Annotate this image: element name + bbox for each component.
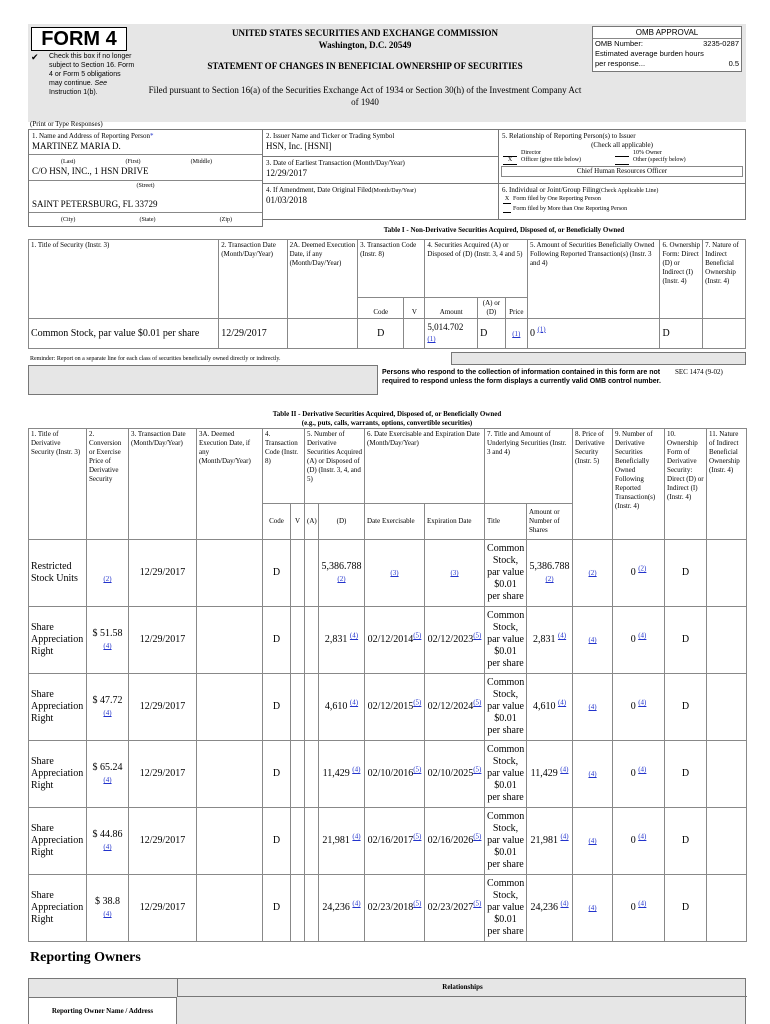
t2-row-v [291,808,305,875]
fn-link[interactable]: (5) [473,698,482,707]
t2-row-underlying-amount: 21,981 $^{(4)}$ [527,808,573,875]
t2-row-date: 12/29/2017 [129,875,197,942]
t2-col-owned: 9. Number of Derivative Securities Beneficially Owned Following Reported Transaction(s) (Instr. 4) [613,429,665,540]
fn-link[interactable]: (2) [337,575,346,583]
t2-row-a [305,875,319,942]
t2-row-date: 12/29/2017 [129,808,197,875]
fn-link[interactable]: (3) [390,569,399,577]
t1-col-code: 3. Transaction Code (Instr. 8) [358,240,425,298]
t2-row-v [291,674,305,741]
table1-title: Table I - Non-Derivative Securities Acquired, Disposed of, or Beneficially Owned [383,226,625,234]
filing-label: 6. Individual or Joint/Group Filing(Check Applicable Line) [502,186,659,194]
t2-row-title: Share Appreciation Right [29,607,87,674]
fn-link[interactable]: (4) [588,636,597,644]
t2-sub-expiration: Expiration Date [425,504,485,540]
t2-col-title: 1. Title of Derivative Security (Instr. 3) [29,429,87,540]
owner-name-cell [29,997,177,1024]
t2-col-nature: 11. Nature of Indirect Beneficial Ownership (Instr. 4) [707,429,747,540]
t1-row-aord: D [478,319,506,349]
t2-row-d: 24,236 $^{(4)}$ [319,875,365,942]
fn-link[interactable]: (4) [588,703,597,711]
t2-row-price [573,808,613,875]
t2-row-underlying-amount: 2,831 $^{(4)}$ [527,607,573,674]
t2-row-price [573,674,613,741]
t2-row-underlying-title: Common Stock, par value $0.01 per share [485,808,527,875]
fn-link[interactable]: (5) [473,631,482,640]
print-note: (Print or Type Responses) [30,120,103,128]
fn-link[interactable]: (4) [557,698,567,707]
t2-row-a [305,607,319,674]
t2-row-a [305,540,319,607]
t2-row-deemed [197,808,263,875]
fn-link[interactable]: (5) [413,698,422,707]
t2-col-deemed: 3A. Deemed Execution Date, if any (Month/Day/Year) [197,429,263,540]
t2-row-owned: 0 $^{(4)}$ [613,875,665,942]
t1-sub-aord: (A) or (D) [478,298,506,319]
t2-sub-code: Code [263,504,291,540]
t2-col-code: 4. Transaction Code (Instr. 8) [263,429,305,504]
t2-row-code: D [263,808,291,875]
t1-row-deemed [287,319,358,349]
t2-sub-title: Title [485,504,527,540]
t1-sub-v: V [404,298,425,319]
fn-link[interactable]: (4) [349,698,359,707]
filing-option-many[interactable]: Form filed by More than One Reporting Person [499,205,745,214]
fn-link[interactable]: (5) [473,765,482,774]
t2-row-title: Share Appreciation Right [29,875,87,942]
t1-row-v [404,319,425,349]
issuer-value: HSN, Inc. [HSNI] [266,141,332,151]
t2-row-underlying-amount: 24,236 $^{(4)}$ [527,875,573,942]
t2-row-deemed [197,741,263,808]
fn-link[interactable]: (4) [560,832,569,841]
t1-col-deemed: 2A. Deemed Execution Date, if any (Month/Day/Year) [287,240,358,319]
no-longer-subject-checkbox[interactable]: ✔ [31,52,39,62]
t1-row-amount: 5,014.702 (1) [425,319,478,349]
t2-row-conversion [87,540,129,607]
t2-row-underlying-amount: 4,610 $^{(4)}$ [527,674,573,741]
issuer-box [262,129,499,157]
other-checkbox[interactable] [615,157,629,165]
t1-sub-code: Code [358,298,404,319]
director-checkbox[interactable] [503,150,517,157]
t1-col-amount-owned: 5. Amount of Securities Beneficially Owned Following Reported Transaction(s) (Instr. 3 and 4) [527,240,660,319]
t2-row-conversion: $ 44.86 (4) [87,808,129,875]
fn-link[interactable]: (4) [103,843,112,851]
t2-row-nature [707,875,747,942]
t2-row-price [573,607,613,674]
t2-row-d: 21,981 $^{(4)}$ [319,808,365,875]
t2-col-underlying: 7. Title and Amount of Underlying Securities (Instr. 3 and 4) [485,429,573,504]
officer-checkbox[interactable]: X [503,157,517,165]
t1-row-price [505,319,527,349]
t2-row-title: Share Appreciation Right [29,741,87,808]
t2-row-owned: 0 $^{(4)}$ [613,607,665,674]
t1-sub-price: Price [505,298,527,319]
t2-row-form: D [665,741,707,808]
street-label: (Street) [29,180,262,190]
t2-row-underlying-title: Common Stock, par value $0.01 per share [485,540,527,607]
city-labels: (City) (State) (Zip) [29,212,262,224]
earliest-transaction-label: 3. Date of Earliest Transaction (Month/Day/Year) [266,159,405,167]
t2-row-d: 2,831 $^{(4)}$ [319,607,365,674]
table2 [28,428,747,942]
fn-link[interactable]: (1) [537,325,546,334]
t1-row-owned: 0 $^{(1)}$ [527,319,660,349]
t2-row-conversion: $ 51.58 (4) [87,607,129,674]
t2-row-v [291,741,305,808]
t2-row-title: Share Appreciation Right [29,808,87,875]
t2-row-code: D [263,540,291,607]
t2-row-date: 12/29/2017 [129,540,197,607]
fn-link[interactable]: (4) [352,765,361,774]
name-labels: (Last) (First) (Middle) [29,154,262,166]
fn-link[interactable]: (4) [349,631,359,640]
statement-title: STATEMENT OF CHANGES IN BENEFICIAL OWNERSHIP OF SECURITIES [207,61,523,71]
fn-link[interactable]: (4) [560,765,569,774]
t2-col-price: 8. Price of Derivative Security (Instr. 5) [573,429,613,540]
t2-sub-a: (A) [305,504,319,540]
relationships-header: Relationships [177,979,747,997]
officer-title: Chief Human Resources Officer [501,166,743,177]
t2-row-date: 12/29/2017 [129,741,197,808]
t2-row-code: D [263,741,291,808]
t2-row-date: 12/29/2017 [129,674,197,741]
t2-row-exercisable: 02/16/2017$^{(5)}$ [365,808,425,875]
t2-col-number: 5. Number of Derivative Securities Acquired (A) or Disposed of (D) (Instr. 3, 4, and 5) [305,429,365,504]
fn-link[interactable]: (4) [352,832,361,841]
fn-link[interactable]: (5) [473,832,482,841]
t2-row-form: D [665,875,707,942]
fn-link[interactable]: (4) [103,910,112,918]
t2-row-v [291,875,305,942]
t2-row-expiration: 02/12/2024$^{(5)}$ [425,674,485,741]
fn-link[interactable]: (5) [413,899,422,908]
t1-row-nature [703,319,746,349]
issuer-label: 2. Issuer Name and Ticker or Trading Symbol [266,132,395,140]
t1-sub-amount: Amount [425,298,478,319]
t2-row-form: D [665,674,707,741]
checkbox-text: Check this box if no longer subject to Section 16. Form 4 or Form 5 obligations may continue. See Instruction 1(b). [49,53,135,96]
t2-row-deemed [197,607,263,674]
fn-link[interactable]: (4) [588,837,597,845]
t1-col-ownership: 6. Ownership Form: Direct (D) or Indirect (I) (Instr. 4) [660,240,703,319]
t2-row-underlying-title: Common Stock, par value $0.01 per share [485,607,527,674]
t2-row-code: D [263,607,291,674]
omb-approval-box [592,26,742,72]
t2-row-title: Restricted Stock Units [29,540,87,607]
fn-link[interactable]: (2) [588,569,597,577]
t2-row-a [305,741,319,808]
omb-burden: Estimated average burden hours per response... 0.5 [595,49,739,68]
filing-option-one[interactable]: X Form filed by One Reporting Person [504,196,601,202]
t2-row-a [305,808,319,875]
relationship-sub: (Check all applicable) [591,141,653,149]
t2-row-nature [707,741,747,808]
amendment-value: 01/03/2018 [266,195,308,205]
reporting-owners-table [28,978,746,1024]
fn-link[interactable]: (2) [638,564,647,573]
t1-row-title: Common Stock, par value $0.01 per share [29,319,219,349]
fn-link[interactable]: (4) [103,776,112,784]
t2-row-d: 4,610 $^{(4)}$ [319,674,365,741]
table1 [28,239,746,349]
t2-row-expiration: 02/12/2023$^{(5)}$ [425,607,485,674]
t2-row-price [573,741,613,808]
fn-link[interactable]: (2) [545,575,554,583]
t2-row-d: 11,429 $^{(4)}$ [319,741,365,808]
t1-row-form: D [660,319,703,349]
omb-title: OMB APPROVAL [593,27,741,39]
fn-link[interactable]: (3) [450,569,459,577]
t2-row-deemed [197,875,263,942]
fn-link[interactable]: (4) [638,899,647,908]
filed-pursuant: Filed pursuant to Section 16(a) of the Securities Exchange Act of 1934 or Section 30(h) of the Investment Company Act of 1940 [148,85,582,107]
reporting-person-box [28,129,263,227]
address-line1: C/O HSN, INC., 1 HSN DRIVE [32,166,149,176]
t2-col-form: 10. Ownership Form of Derivative Security: Direct (D) or Indirect (I) (Instr. 4) [665,429,707,540]
fn-link[interactable]: (4) [638,631,647,640]
fn-link[interactable]: (4) [103,642,112,650]
sec-code: SEC 1474 (9-02) [675,368,723,376]
t2-row-underlying-title: Common Stock, par value $0.01 per share [485,674,527,741]
t2-row-expiration: 02/23/2027$^{(5)}$ [425,875,485,942]
t2-row-form: D [665,808,707,875]
fn-link[interactable]: (4) [588,770,597,778]
fn-link[interactable]: (4) [638,832,647,841]
address-line2: SAINT PETERSBURG, FL 33729 [32,199,158,209]
fn-link[interactable]: (4) [560,899,569,908]
t2-row-deemed [197,540,263,607]
t2-sub-d: (D) [319,504,365,540]
table2-row [29,808,747,875]
t2-row-a [305,674,319,741]
t2-row-deemed [197,674,263,741]
form-title: FORM 4 [31,27,127,51]
t1-row-date: 12/29/2017 [219,319,287,349]
t2-row-expiration: 02/16/2026$^{(5)}$ [425,808,485,875]
t2-row-exercisable [365,540,425,607]
relationship-row1: Director 10% Owner [499,150,745,157]
t2-row-conversion: $ 38.8 (4) [87,875,129,942]
t2-row-nature [707,540,747,607]
t2-row-expiration: 02/10/2025$^{(5)}$ [425,741,485,808]
t2-row-exercisable: 02/23/2018$^{(5)}$ [365,875,425,942]
earliest-transaction-value: 12/29/2017 [266,168,308,178]
t2-row-owned: 0 $^{(4)}$ [613,741,665,808]
t2-row-exercisable: 02/10/2016$^{(5)}$ [365,741,425,808]
persons-note: Persons who respond to the collection of information contained in this form are not required to respond unless the form displays a currently valid OMB control number. [382,369,661,385]
fn-link[interactable]: (1) [512,330,521,338]
filing-box [498,183,746,220]
t2-row-nature [707,607,747,674]
t1-col-acquired: 4. Securities Acquired (A) or Disposed of (D) (Instr. 3, 4 and 5) [425,240,528,298]
amendment-label: 4. If Amendment, Date Original Filed(Month/Day/Year) [266,186,416,194]
t2-row-exercisable: 02/12/2015$^{(5)}$ [365,674,425,741]
t2-row-underlying-amount: 5,386.788 (2) [527,540,573,607]
t1-col-date: 2. Transaction Date (Month/Day/Year) [219,240,287,319]
fn-link[interactable]: (1) [427,335,436,343]
t2-sub-amount-shares: Amount or Number of Shares [527,504,573,540]
t2-row-title: Share Appreciation Right [29,674,87,741]
t2-row-owned: 0 $^{(4)}$ [613,674,665,741]
table1-header-row [29,240,746,298]
t2-row-code: D [263,875,291,942]
t2-row-conversion: $ 47.72 (4) [87,674,129,741]
relationship-box [498,129,746,184]
table2-row [29,674,747,741]
table2-row [29,607,747,674]
t2-row-form: D [665,607,707,674]
relationship-label: 5. Relationship of Reporting Person(s) to Issuer [502,132,636,140]
t2-row-nature [707,674,747,741]
persons-bar [451,352,746,365]
table2-row [29,875,747,942]
table2-title: Table II - Derivative Securities Acquired, Disposed of, or Beneficially Owned (e.g., puts, calls, warrants, options, convertible securities) [272,410,502,427]
t2-col-date: 3. Transaction Date (Month/Day/Year) [129,429,197,540]
reporting-person-label: 1. Name and Address of Reporting Person* [32,132,154,140]
t2-row-underlying-amount: 11,429 $^{(4)}$ [527,741,573,808]
earliest-transaction-box [262,156,499,184]
fn-link[interactable]: (4) [588,904,597,912]
t2-row-owned: 0 $^{(4)}$ [613,808,665,875]
fn-link[interactable]: (4) [638,765,647,774]
t2-row-v [291,540,305,607]
t2-row-d: 5,386.788 (2) [319,540,365,607]
agency: UNITED STATES SECURITIES AND EXCHANGE COMMISSION Washington, D.C. 20549 [232,28,498,50]
t2-row-exercisable: 02/12/2014$^{(5)}$ [365,607,425,674]
t1-col-nature: 7. Nature of Indirect Beneficial Ownership (Instr. 4) [703,240,746,319]
table2-body [29,540,747,942]
t1-col-title: 1. Title of Security (Instr. 3) [29,240,219,319]
fn-link[interactable]: (5) [413,832,422,841]
table2-row [29,540,747,607]
fn-link[interactable]: (4) [103,709,112,717]
t2-sub-date-exercisable: Date Exercisable [365,504,425,540]
t2-sub-v: V [291,504,305,540]
t2-row-owned: 0 $^{(2)}$ [613,540,665,607]
fn-link[interactable]: (5) [413,765,422,774]
omb-number: OMB Number: 3235-0287 [595,39,739,48]
t2-row-expiration [425,540,485,607]
owner-name-address-label: Reporting Owner Name / Address [51,1007,154,1015]
t2-row-code: D [263,674,291,741]
ten-percent-checkbox[interactable] [615,150,629,157]
fn-link[interactable]: (2) [103,575,112,583]
reporting-person-name: MARTINEZ MARIA D. [32,141,121,151]
table2-header-row [29,429,747,504]
fn-link[interactable]: (4) [352,899,361,908]
table1-row [29,319,746,349]
t2-row-conversion: $ 65.24 (4) [87,741,129,808]
t2-row-v [291,607,305,674]
reminder-box [28,365,378,395]
t2-row-date: 12/29/2017 [129,607,197,674]
fn-link[interactable]: (4) [638,698,647,707]
t2-row-nature [707,808,747,875]
t2-row-underlying-title: Common Stock, par value $0.01 per share [485,741,527,808]
reporting-owners-heading: Reporting Owners [30,950,141,965]
t2-row-price [573,875,613,942]
t2-col-exercisable: 6. Date Exercisable and Expiration Date (Month/Day/Year) [365,429,485,504]
fn-link[interactable]: (5) [473,899,482,908]
t2-row-underlying-title: Common Stock, par value $0.01 per share [485,875,527,942]
t2-row-form: D [665,540,707,607]
amendment-box [262,183,499,220]
table2-row [29,741,747,808]
t1-row-code: D [358,319,404,349]
fn-link[interactable]: (4) [557,631,567,640]
t2-row-price [573,540,613,607]
t2-col-conversion: 2. Conversion or Exercise Price of Derivative Security [87,429,129,540]
relationship-row2: X Officer (give title below) Other (specify below) [499,157,745,165]
reminder: Reminder: Report on a separate line for each class of securities beneficially owned directly or indirectly. [30,356,281,362]
fn-link[interactable]: (5) [413,631,422,640]
